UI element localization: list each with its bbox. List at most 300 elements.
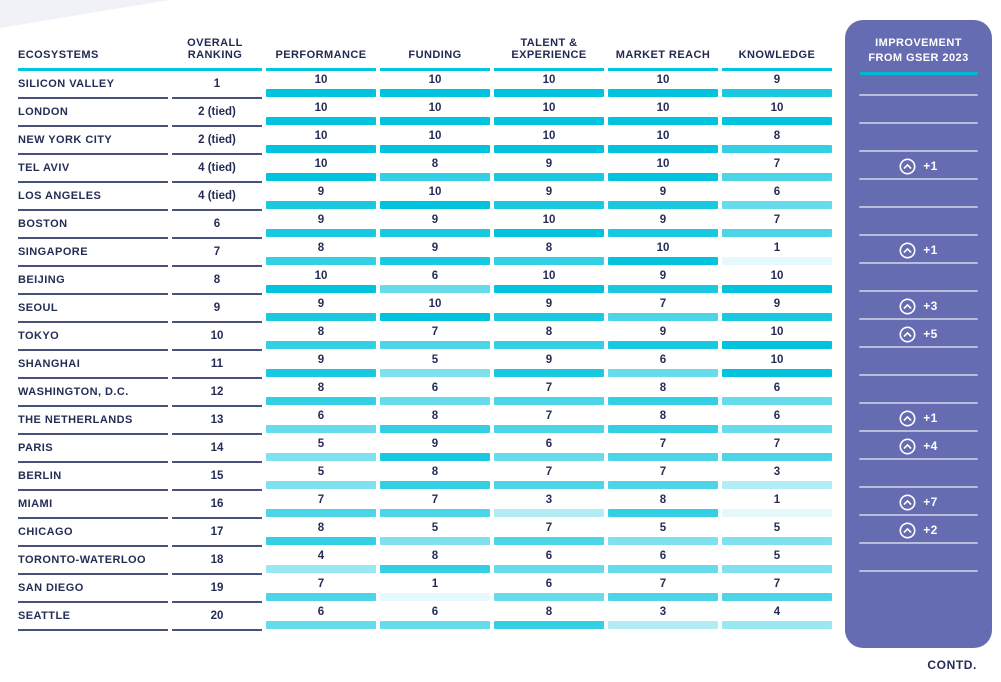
- overall-ranking-cell: [172, 519, 262, 547]
- score-bar: [266, 117, 376, 125]
- score-cell-knowledge: [722, 491, 832, 519]
- score-cell-talent-experience: [494, 407, 604, 435]
- score-cell-funding: [380, 183, 490, 211]
- score-cell-funding: [380, 239, 490, 267]
- header-group-ecosystems-ranking: [18, 26, 262, 71]
- table-row: [18, 379, 834, 407]
- score-cell-knowledge: [722, 575, 832, 603]
- score-value: 9: [431, 438, 439, 450]
- table-row: [18, 99, 834, 127]
- ecosystem-ranking-table: [18, 26, 834, 631]
- table-body: [18, 71, 834, 631]
- score-cell-funding: [380, 575, 490, 603]
- improvement-badge: [899, 522, 937, 539]
- score-cell-talent-experience: [494, 71, 604, 99]
- score-value: 10: [656, 242, 670, 254]
- score-cell-knowledge: [722, 127, 832, 155]
- score-bar: [722, 89, 832, 97]
- score-cell-knowledge: [722, 211, 832, 239]
- score-bar: [380, 89, 490, 97]
- table-row: [18, 519, 834, 547]
- overall-ranking-value: 6: [213, 218, 221, 230]
- score-cell-funding: [380, 351, 490, 379]
- score-cell-market-reach: [608, 127, 718, 155]
- score-bar: [722, 453, 832, 461]
- score-cell-knowledge: [722, 267, 832, 295]
- score-value: 8: [773, 130, 781, 142]
- score-value: 9: [659, 270, 667, 282]
- score-bar: [266, 201, 376, 209]
- score-bar: [266, 565, 376, 573]
- score-cell-market-reach: [608, 239, 718, 267]
- score-cell-market-reach: [608, 211, 718, 239]
- score-bar: [722, 537, 832, 545]
- improvement-row: [845, 180, 992, 208]
- score-bar: [494, 369, 604, 377]
- chevron-up-circle-icon: [899, 326, 916, 343]
- score-value: 10: [542, 270, 556, 282]
- score-bar: [266, 397, 376, 405]
- score-cell-funding: [380, 603, 490, 631]
- score-cell-knowledge: [722, 295, 832, 323]
- score-value: 5: [773, 550, 781, 562]
- overall-ranking-cell: [172, 407, 262, 435]
- score-bar: [494, 145, 604, 153]
- score-cell-market-reach: [608, 71, 718, 99]
- score-cell-funding: [380, 99, 490, 127]
- score-cell-performance: [266, 183, 376, 211]
- improvement-row: [845, 600, 992, 628]
- score-cell-talent-experience: [494, 519, 604, 547]
- score-cell-talent-experience: [494, 155, 604, 183]
- improvement-value: +4: [923, 439, 938, 453]
- score-cell-knowledge: [722, 435, 832, 463]
- improvement-row: [845, 320, 992, 348]
- score-bar: [494, 481, 604, 489]
- improvement-row: [845, 292, 992, 320]
- improvement-row: [845, 404, 992, 432]
- score-cell-funding: [380, 491, 490, 519]
- score-value: 7: [317, 578, 325, 590]
- score-value: 8: [431, 466, 439, 478]
- score-cell-talent-experience: [494, 183, 604, 211]
- improvement-badge: [899, 494, 937, 511]
- score-value: 6: [317, 606, 325, 618]
- ecosystem-ranking-cell: [18, 155, 262, 183]
- score-cell-performance: [266, 351, 376, 379]
- score-bar: [608, 593, 718, 601]
- score-bar: [608, 145, 718, 153]
- score-value: 1: [773, 242, 781, 254]
- improvement-value: +2: [923, 523, 938, 537]
- score-bar: [722, 257, 832, 265]
- score-cell-knowledge: [722, 183, 832, 211]
- overall-ranking-cell: [172, 351, 262, 379]
- score-bar: [380, 229, 490, 237]
- overall-ranking-value: 11: [210, 358, 224, 370]
- score-bar: [266, 509, 376, 517]
- table-row: [18, 127, 834, 155]
- improvement-row: [845, 96, 992, 124]
- score-value: 8: [431, 410, 439, 422]
- score-value: 7: [659, 578, 667, 590]
- score-bar: [494, 509, 604, 517]
- score-value: 10: [428, 130, 442, 142]
- table-row: [18, 547, 834, 575]
- score-bar: [380, 285, 490, 293]
- overall-ranking-value: 14: [210, 442, 224, 454]
- score-cell-knowledge: [722, 547, 832, 575]
- overall-ranking-value: 16: [210, 498, 224, 510]
- score-cell-talent-experience: [494, 351, 604, 379]
- score-value: 3: [773, 466, 781, 478]
- overall-ranking-cell: [172, 295, 262, 323]
- score-bar: [722, 285, 832, 293]
- score-value: 5: [773, 522, 781, 534]
- column-header-knowledge: KNOWLEDGE: [722, 26, 832, 71]
- score-bar: [722, 369, 832, 377]
- score-cell-talent-experience: [494, 211, 604, 239]
- score-cell-funding: [380, 295, 490, 323]
- overall-ranking-cell: [172, 71, 262, 99]
- ecosystem-name: MIAMI: [18, 491, 168, 519]
- score-value: 10: [428, 298, 442, 310]
- score-value: 7: [545, 410, 553, 422]
- score-cell-talent-experience: [494, 323, 604, 351]
- score-cell-funding: [380, 127, 490, 155]
- score-cell-funding: [380, 379, 490, 407]
- ecosystem-name: SEATTLE: [18, 603, 168, 631]
- score-cell-performance: [266, 603, 376, 631]
- score-cell-knowledge: [722, 463, 832, 491]
- score-value: 9: [659, 326, 667, 338]
- overall-ranking-value: 4 (tied): [198, 190, 236, 202]
- overall-ranking-value: 7: [213, 246, 221, 258]
- score-bar: [608, 481, 718, 489]
- overall-ranking-value: 13: [210, 414, 224, 426]
- score-cell-performance: [266, 267, 376, 295]
- table-row: [18, 407, 834, 435]
- chevron-up-circle-icon: [899, 298, 916, 315]
- score-value: 1: [431, 578, 439, 590]
- score-value: 10: [314, 270, 328, 282]
- ecosystem-ranking-cell: [18, 379, 262, 407]
- score-cell-funding: [380, 323, 490, 351]
- score-bar: [266, 341, 376, 349]
- score-bar: [266, 369, 376, 377]
- table-row: [18, 183, 834, 211]
- score-cell-performance: [266, 379, 376, 407]
- score-cell-knowledge: [722, 323, 832, 351]
- improvement-value: +1: [923, 411, 938, 425]
- overall-ranking-value: 12: [210, 386, 224, 398]
- improvement-row: [845, 236, 992, 264]
- score-bar: [380, 341, 490, 349]
- score-value: 9: [659, 186, 667, 198]
- score-value: 9: [659, 214, 667, 226]
- score-cell-talent-experience: [494, 267, 604, 295]
- score-cell-market-reach: [608, 155, 718, 183]
- improvement-row: [845, 516, 992, 544]
- score-cell-knowledge: [722, 239, 832, 267]
- score-value: 8: [659, 382, 667, 394]
- score-value: 8: [317, 522, 325, 534]
- table-row: [18, 491, 834, 519]
- score-cell-funding: [380, 547, 490, 575]
- score-value: 9: [545, 158, 553, 170]
- score-bar: [266, 621, 376, 629]
- score-bar: [722, 397, 832, 405]
- improvement-value: +7: [923, 495, 938, 509]
- ecosystem-name: SINGAPORE: [18, 239, 168, 267]
- score-bar: [722, 201, 832, 209]
- score-cell-funding: [380, 267, 490, 295]
- table-row: [18, 463, 834, 491]
- chevron-up-circle-icon: [899, 242, 916, 259]
- ecosystem-name: TOKYO: [18, 323, 168, 351]
- score-cell-performance: [266, 435, 376, 463]
- ecosystem-ranking-cell: [18, 295, 262, 323]
- score-bar: [722, 621, 832, 629]
- column-header-performance: PERFORMANCE: [266, 26, 376, 71]
- chevron-up-circle-icon: [899, 158, 916, 175]
- score-cell-performance: [266, 547, 376, 575]
- score-value: 10: [770, 326, 784, 338]
- score-value: 10: [314, 158, 328, 170]
- score-value: 10: [428, 74, 442, 86]
- score-cell-performance: [266, 323, 376, 351]
- overall-ranking-cell: [172, 239, 262, 267]
- score-value: 7: [773, 438, 781, 450]
- score-value: 10: [656, 130, 670, 142]
- improvement-row: [845, 124, 992, 152]
- improvement-badge: [899, 242, 937, 259]
- score-value: 10: [542, 130, 556, 142]
- ecosystem-name: TEL AVIV: [18, 155, 168, 183]
- ecosystem-ranking-cell: [18, 71, 262, 99]
- score-value: 10: [542, 74, 556, 86]
- chevron-up-circle-icon: [899, 494, 916, 511]
- score-bar: [608, 117, 718, 125]
- score-value: 6: [773, 186, 781, 198]
- column-header-ecosystems: ECOSYSTEMS: [18, 49, 99, 61]
- score-bar: [608, 621, 718, 629]
- improvement-badge: [899, 298, 937, 315]
- score-cell-talent-experience: [494, 547, 604, 575]
- ecosystem-name: WASHINGTON, D.C.: [18, 379, 168, 407]
- ecosystem-ranking-cell: [18, 435, 262, 463]
- score-cell-market-reach: [608, 351, 718, 379]
- ecosystem-name: BEIJING: [18, 267, 168, 295]
- sidebar-title: [845, 20, 992, 66]
- sidebar-title-line2: FROM GSER 2023: [868, 51, 969, 64]
- score-bar: [494, 257, 604, 265]
- score-value: 6: [773, 382, 781, 394]
- score-cell-funding: [380, 71, 490, 99]
- ecosystem-name: CHICAGO: [18, 519, 168, 547]
- score-cell-performance: [266, 575, 376, 603]
- score-bar: [722, 481, 832, 489]
- ecosystem-name: BOSTON: [18, 211, 168, 239]
- score-value: 7: [431, 494, 439, 506]
- ecosystem-ranking-cell: [18, 183, 262, 211]
- score-value: 9: [317, 298, 325, 310]
- score-bar: [494, 565, 604, 573]
- score-bar: [380, 621, 490, 629]
- score-cell-talent-experience: [494, 435, 604, 463]
- score-bar: [380, 509, 490, 517]
- score-value: 7: [659, 298, 667, 310]
- score-bar: [494, 593, 604, 601]
- ecosystem-name: NEW YORK CITY: [18, 127, 168, 155]
- score-value: 3: [545, 494, 553, 506]
- improvement-badge: [899, 410, 937, 427]
- overall-ranking-cell: [172, 323, 262, 351]
- score-cell-funding: [380, 519, 490, 547]
- score-cell-knowledge: [722, 519, 832, 547]
- chevron-up-circle-icon: [899, 438, 916, 455]
- score-bar: [380, 425, 490, 433]
- ecosystem-ranking-cell: [18, 323, 262, 351]
- score-cell-knowledge: [722, 407, 832, 435]
- score-value: 8: [659, 494, 667, 506]
- score-bar: [608, 509, 718, 517]
- ecosystem-ranking-cell: [18, 99, 262, 127]
- score-bar: [266, 313, 376, 321]
- score-cell-performance: [266, 239, 376, 267]
- score-value: 4: [773, 606, 781, 618]
- score-bar: [266, 285, 376, 293]
- overall-ranking-cell: [172, 183, 262, 211]
- overall-ranking-cell: [172, 463, 262, 491]
- score-cell-knowledge: [722, 99, 832, 127]
- overall-ranking-cell: [172, 547, 262, 575]
- score-cell-market-reach: [608, 575, 718, 603]
- score-cell-market-reach: [608, 267, 718, 295]
- overall-ranking-value: 15: [210, 470, 224, 482]
- column-header-overall-ranking: OVERALL RANKING: [187, 37, 243, 61]
- score-bar: [380, 369, 490, 377]
- score-bar: [380, 453, 490, 461]
- score-value: 8: [317, 242, 325, 254]
- score-value: 8: [317, 326, 325, 338]
- ecosystem-name: PARIS: [18, 435, 168, 463]
- score-cell-performance: [266, 71, 376, 99]
- improvement-rows: [845, 68, 992, 628]
- overall-ranking-value: 17: [210, 526, 224, 538]
- score-bar: [608, 173, 718, 181]
- score-bar: [266, 453, 376, 461]
- score-value: 9: [431, 214, 439, 226]
- score-bar: [494, 425, 604, 433]
- score-value: 9: [317, 354, 325, 366]
- score-value: 10: [656, 74, 670, 86]
- table-row: [18, 295, 834, 323]
- table-row: [18, 267, 834, 295]
- score-bar: [494, 397, 604, 405]
- improvement-row: [845, 264, 992, 292]
- score-cell-knowledge: [722, 351, 832, 379]
- score-bar: [266, 481, 376, 489]
- score-value: 6: [431, 382, 439, 394]
- score-cell-funding: [380, 407, 490, 435]
- ecosystem-ranking-cell: [18, 127, 262, 155]
- score-cell-performance: [266, 519, 376, 547]
- score-bar: [380, 593, 490, 601]
- score-cell-market-reach: [608, 379, 718, 407]
- score-bar: [380, 481, 490, 489]
- score-cell-market-reach: [608, 295, 718, 323]
- overall-ranking-value: 10: [210, 330, 224, 342]
- score-cell-market-reach: [608, 547, 718, 575]
- score-value: 1: [773, 494, 781, 506]
- score-value: 10: [314, 102, 328, 114]
- ecosystem-ranking-cell: [18, 575, 262, 603]
- ecosystem-name: SHANGHAI: [18, 351, 168, 379]
- score-cell-market-reach: [608, 603, 718, 631]
- score-value: 10: [542, 102, 556, 114]
- score-value: 8: [545, 242, 553, 254]
- column-header-funding: FUNDING: [380, 26, 490, 71]
- score-bar: [722, 425, 832, 433]
- chevron-up-circle-icon: [899, 410, 916, 427]
- improvement-row: [845, 376, 992, 404]
- score-bar: [380, 201, 490, 209]
- score-bar: [494, 537, 604, 545]
- score-cell-performance: [266, 463, 376, 491]
- score-bar: [722, 313, 832, 321]
- ecosystem-ranking-cell: [18, 463, 262, 491]
- overall-ranking-cell: [172, 99, 262, 127]
- score-value: 6: [545, 578, 553, 590]
- overall-ranking-value: 18: [210, 554, 224, 566]
- overall-ranking-cell: [172, 575, 262, 603]
- score-value: 7: [659, 466, 667, 478]
- ecosystem-name: SEOUL: [18, 295, 168, 323]
- score-bar: [722, 593, 832, 601]
- score-cell-performance: [266, 407, 376, 435]
- score-value: 9: [545, 186, 553, 198]
- improvement-row: [845, 572, 992, 600]
- score-value: 6: [317, 410, 325, 422]
- improvement-value: +1: [923, 159, 938, 173]
- score-cell-market-reach: [608, 463, 718, 491]
- score-cell-talent-experience: [494, 463, 604, 491]
- table-row: [18, 155, 834, 183]
- score-bar: [380, 117, 490, 125]
- score-cell-performance: [266, 295, 376, 323]
- score-cell-market-reach: [608, 519, 718, 547]
- score-cell-talent-experience: [494, 575, 604, 603]
- score-cell-knowledge: [722, 603, 832, 631]
- score-value: 7: [659, 438, 667, 450]
- score-cell-talent-experience: [494, 295, 604, 323]
- score-bar: [494, 173, 604, 181]
- score-value: 9: [317, 186, 325, 198]
- ecosystem-ranking-cell: [18, 519, 262, 547]
- improvement-row: [845, 432, 992, 460]
- score-bar: [722, 145, 832, 153]
- overall-ranking-cell: [172, 267, 262, 295]
- score-value: 6: [773, 410, 781, 422]
- score-cell-performance: [266, 155, 376, 183]
- score-bar: [722, 565, 832, 573]
- score-cell-talent-experience: [494, 239, 604, 267]
- improvement-row: [845, 544, 992, 572]
- score-bar: [380, 173, 490, 181]
- sidebar-title-line1: IMPROVEMENT: [875, 37, 962, 49]
- ecosystem-ranking-cell: [18, 267, 262, 295]
